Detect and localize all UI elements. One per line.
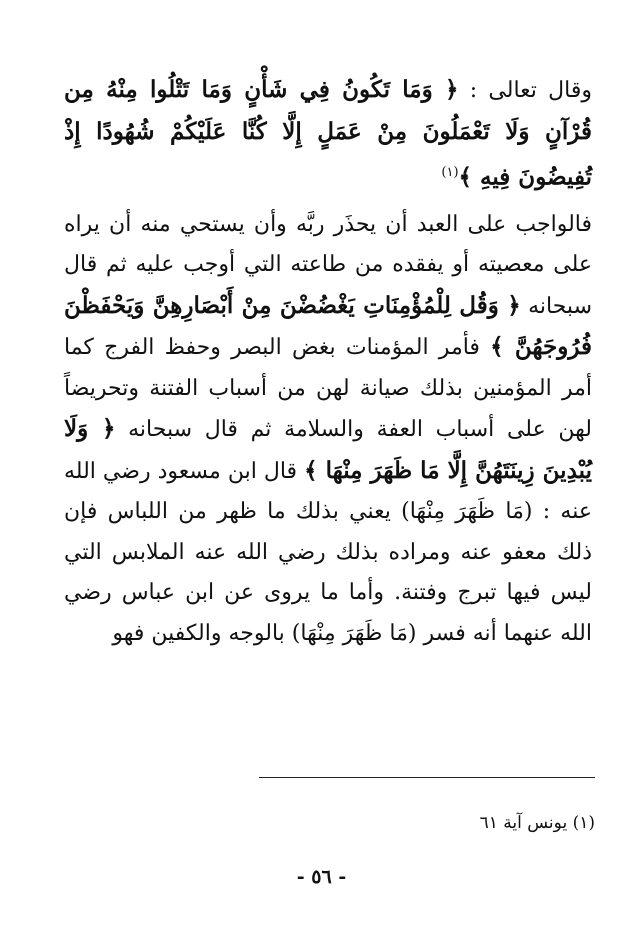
quran-verse-2: ﴿ وَقُل لِلْمُؤْمِنَاتِ يَغْضُضْنَ مِنْ أَبْصَارِهِنَّ وَيَحْفَظْنَ فُرُوجَهُنَّ ﴾ bbox=[64, 291, 592, 361]
quran-verse-3: ﴿ وَلَا يُبْدِينَ زِينَتَهُنَّ إِلَّا مَا ظَهَرَ مِنْهَا ﴾ bbox=[64, 415, 592, 484]
intro-text: وقال تعالى : bbox=[458, 78, 592, 103]
page-number: - ٥٦ - bbox=[296, 866, 347, 888]
paragraph-2 bbox=[64, 205, 592, 655]
text-segment-1: فالواجب على العبد أن يحذَر ربَّه وأن يستحي منه أن يراه على معصيته أو يفقده من طاعته التي أوجب عليه ثم قال سبحانه bbox=[64, 211, 593, 319]
quote-1: (مَا ظَهَرَ مِنْهَا) bbox=[401, 499, 533, 525]
quote-2: (مَا ظَهَرَ مِنْهَا) bbox=[291, 620, 417, 646]
text-segment-3: قال ابن مسعود رضي الله عنه : bbox=[64, 458, 592, 525]
footnote: (١) يونس آية ٦١ bbox=[479, 813, 595, 833]
footnote-separator bbox=[259, 777, 595, 778]
footnote-ref-1: (١) bbox=[441, 165, 459, 180]
paragraph-1 bbox=[64, 70, 592, 199]
text-segment-4: يعني بذلك ما ظهر من اللباس فإن ذلك معفو عنه ومراده بذلك رضي الله عنه الملابس التي ليس فيها تبرج وفتنة. وأما ما يروى عن ابن عباس رضي الله عنهما أنه فسر bbox=[64, 499, 592, 646]
text-segment-5: بالوجه والكفين فهو bbox=[112, 620, 292, 646]
quran-verse-1: ﴿ وَمَا تَكُونُ فِي شَأْنٍ وَمَا تَتْلُوا مِنْهُ مِن قُرْآنٍ وَلَا تَعْمَلُونَ مِنْ عَمَلٍ إِلَّا كُنَّا عَلَيْكُمْ شُهُودًا إِذْ تُفِيضُونَ فِيهِ ﴾ bbox=[64, 76, 592, 191]
body-text bbox=[64, 70, 592, 654]
text-segment-2: فأمر المؤمنات بغض البصر وحفظ الفرج كما أمر المؤمنين بذلك صيانة لهن من أسباب الفتنة وتحريضاً لهن على أسباب العفة والسلامة ثم قال سبحانه bbox=[64, 335, 592, 443]
